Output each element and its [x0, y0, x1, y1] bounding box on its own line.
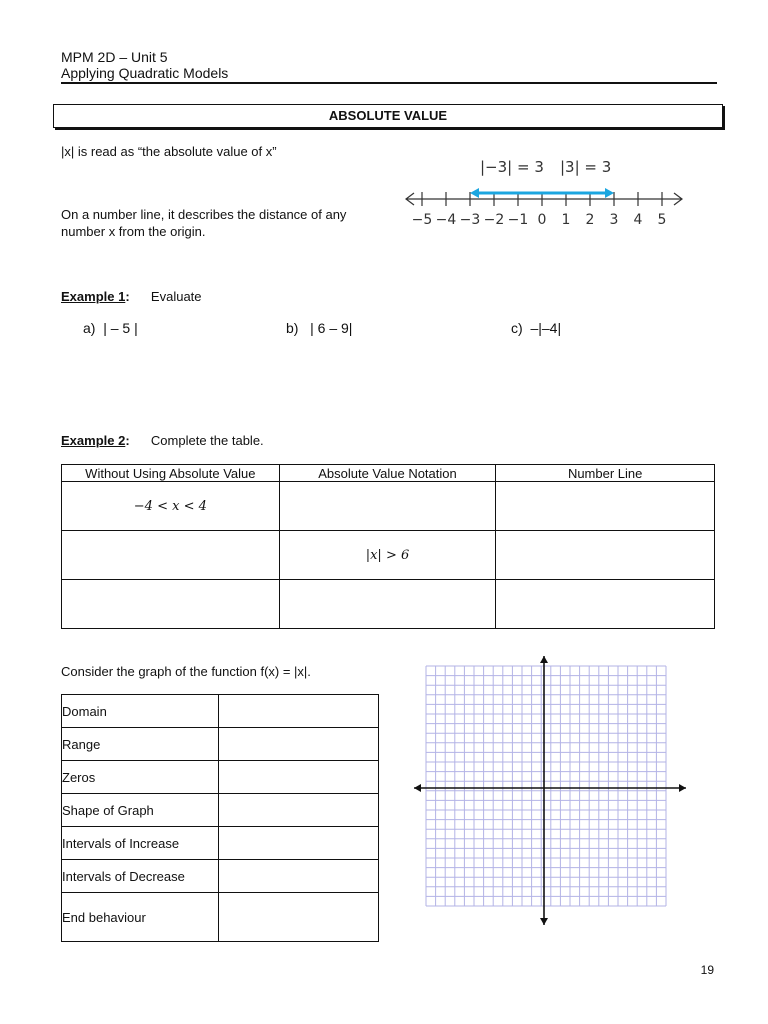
number-line-label-left: |−3| = 3 [480, 158, 544, 176]
example1-part-c: c) –|–4| [511, 320, 562, 336]
property-value[interactable] [218, 695, 378, 728]
table-row [62, 580, 715, 629]
column-header: Number Line [496, 465, 715, 482]
property-label: End behaviour [62, 893, 219, 942]
table-cell[interactable] [62, 531, 280, 580]
number-line-tick-label: −1 [507, 212, 529, 228]
column-header: Absolute Value Notation [279, 465, 496, 482]
table-row [62, 761, 379, 794]
number-line-tick-labels [412, 212, 667, 228]
y-axis-up-arrow [540, 656, 548, 663]
number-line-tick-label: 2 [585, 212, 595, 228]
table-cell[interactable]: |x| > 6 [279, 531, 496, 580]
table-row [62, 827, 379, 860]
property-value[interactable] [218, 728, 378, 761]
property-value[interactable] [218, 794, 378, 827]
inequality-table [61, 464, 715, 629]
function-prompt: Consider the graph of the function f(x) = |x|. [61, 664, 311, 679]
example1-instruction: Evaluate [150, 289, 202, 304]
coordinate-grid[interactable] [410, 653, 690, 928]
column-header: Without Using Absolute Value [62, 465, 280, 482]
table-cell[interactable] [496, 580, 715, 629]
page-number: 19 [700, 963, 714, 977]
property-label: Zeros [62, 761, 219, 794]
property-label: Domain [62, 695, 219, 728]
table-cell[interactable] [62, 580, 280, 629]
number-line-tick-label: 3 [609, 212, 619, 228]
example1-part-b: b) | 6 – 9| [286, 320, 353, 336]
definition-text: |x| is read as “the absolute value of x” [61, 144, 277, 159]
example1-part-a: a) | – 5 | [83, 320, 138, 336]
number-line-tick-label: −4 [435, 212, 457, 228]
example2-instruction: Complete the table. [150, 433, 264, 448]
number-line-label-right: |3| = 3 [560, 158, 612, 176]
x-axis-left-arrow [414, 784, 421, 792]
table-cell[interactable] [279, 482, 496, 531]
properties-table [61, 694, 379, 942]
number-line-tick-label: 5 [657, 212, 667, 228]
number-line-tick-label: −2 [483, 212, 505, 228]
header-divider [61, 82, 717, 84]
number-line-tick-label: −3 [459, 212, 481, 228]
table-row [62, 531, 715, 580]
table-cell[interactable]: −4 < x < 4 [62, 482, 280, 531]
property-label: Intervals of Increase [62, 827, 219, 860]
example1-heading: Example 1 [61, 289, 126, 304]
table-cell[interactable] [279, 580, 496, 629]
table-row [62, 794, 379, 827]
number-line-figure [400, 150, 690, 240]
table-row [62, 893, 379, 942]
table-row [62, 482, 715, 531]
y-axis-down-arrow [540, 918, 548, 925]
property-value[interactable] [218, 761, 378, 794]
description-line-2: number x from the origin. [61, 224, 206, 239]
description-line-1: On a number line, it describes the distance of any [61, 207, 347, 222]
number-line-tick-label: 0 [537, 212, 547, 228]
number-line-tick-label: 4 [633, 212, 643, 228]
unit-title: Applying Quadratic Models [61, 65, 229, 81]
table-row [62, 695, 379, 728]
property-label: Shape of Graph [62, 794, 219, 827]
grid-lines [426, 666, 666, 906]
property-value[interactable] [218, 860, 378, 893]
table-cell[interactable] [496, 482, 715, 531]
property-label: Range [62, 728, 219, 761]
distance-arrow-right-head [605, 188, 614, 198]
example2-heading: Example 2 [61, 433, 126, 448]
course-code: MPM 2D – Unit 5 [61, 49, 168, 65]
table-cell[interactable] [496, 531, 715, 580]
x-axis-right-arrow [679, 784, 686, 792]
table-row [62, 860, 379, 893]
property-label: Intervals of Decrease [62, 860, 219, 893]
property-value[interactable] [218, 893, 378, 942]
section-title: ABSOLUTE VALUE [53, 104, 723, 128]
number-line-tick-label: −5 [411, 212, 433, 228]
distance-arrow-left-head [470, 188, 479, 198]
number-line-tick-label: 1 [561, 212, 571, 228]
table-row [62, 728, 379, 761]
property-value[interactable] [218, 827, 378, 860]
